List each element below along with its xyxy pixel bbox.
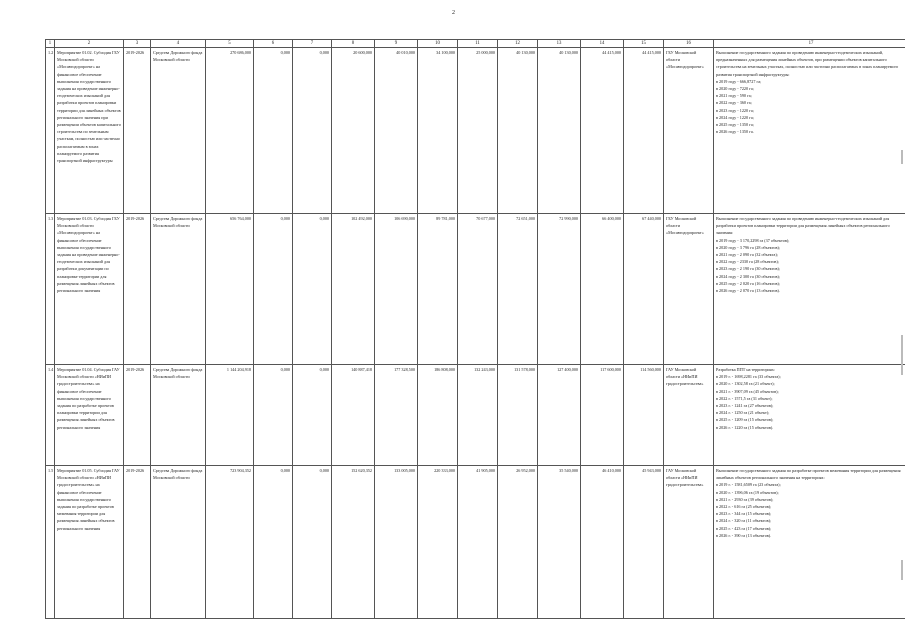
- result-item: в 2024 году - 1220 га;: [716, 114, 754, 120]
- header-cell: 2: [55, 40, 124, 48]
- amount-cell: 44 415,000: [624, 48, 664, 214]
- amount-cell: 114 560,000: [624, 365, 664, 466]
- event-description: Мероприятие 01.04. Субсидия ГАУ Московской области «НИиПИ градостроительства» на финансовое обеспечение выполнения государственного задания по разработке проектов планировки территории для размещения линейных объектов регионального значения: [55, 365, 124, 466]
- table-row: [46, 365, 905, 466]
- result-item: в 2021 году - 2 090 га (32 объекта);: [716, 252, 778, 258]
- amount-cell: 133 005,000: [375, 466, 418, 619]
- result-item: в 2025 г. - 1209 га (15 объектов);: [716, 417, 774, 423]
- row-number: 1.2: [46, 48, 55, 214]
- result-item: в 2025 году - 2 020 га (16 объектов);: [716, 280, 780, 286]
- result-item: в 2023 г. - 344 га (15 объектов);: [716, 511, 772, 517]
- amount-cell: 44 415,000: [581, 48, 624, 214]
- header-cell: 6: [254, 40, 293, 48]
- header-cell: 14: [581, 40, 624, 48]
- amount-cell: 89 781,000: [418, 214, 458, 365]
- table-row: [46, 214, 905, 365]
- amount-cell: 0,000: [254, 214, 293, 365]
- header-cell: 13: [538, 40, 581, 48]
- result-item: в 2020 г. - 1302,58 га (21 объект);: [716, 381, 775, 387]
- result-item: в 2023 году - 1220 га;: [716, 107, 754, 113]
- amount-cell: 0,000: [293, 466, 332, 619]
- amount-cell: 40 130,000: [538, 48, 581, 214]
- amount-cell: 127 400,000: [538, 365, 581, 466]
- amount-cell: 67 440,000: [624, 214, 664, 365]
- amount-cell: 186 808,000: [418, 365, 458, 466]
- amount-cell: 117 600,000: [581, 365, 624, 466]
- total-amount: 723 904,352: [206, 466, 254, 619]
- amount-cell: 35 540,000: [538, 466, 581, 619]
- row-number: 1.4: [46, 365, 55, 466]
- result-item: в 2021 г. - 3907,09 га (45 объектов);: [716, 388, 779, 394]
- amount-cell: 131 578,000: [498, 365, 538, 466]
- result-item: в 2026 г. - 1220 га (15 объектов).: [716, 424, 774, 430]
- years: 2019-2026: [124, 466, 151, 619]
- header-cell: 1: [46, 40, 55, 48]
- result-item: в 2019 г. - 1698,2281 га (33 объекта);: [716, 374, 781, 380]
- page-number: 2: [452, 10, 455, 16]
- amount-cell: 0,000: [254, 48, 293, 214]
- amount-cell: 34 100,000: [418, 48, 458, 214]
- row-number: 1.5: [46, 466, 55, 619]
- funding-source: Средства Дорожного фонда Московской области: [151, 48, 206, 214]
- years: 2019-2026: [124, 214, 151, 365]
- total-amount: 270 686,000: [206, 48, 254, 214]
- header-cell: 8: [332, 40, 375, 48]
- result-item: в 2024 г. - 320 га (11 объектов);: [716, 518, 772, 524]
- header-cell: 10: [418, 40, 458, 48]
- result-intro: Выполнение государственного задания по проведению инженерно-геодезических изысканий для разработки проектов планировки территории для размещения линейных объектов регионального значения:: [716, 216, 890, 236]
- header-row: [46, 40, 905, 48]
- executor: ГАУ Московской области «НИиПИ градостроительства»: [664, 365, 714, 466]
- header-cell: 5: [206, 40, 254, 48]
- amount-cell: 20 600,000: [332, 48, 375, 214]
- executor: ГБУ Московской области «Мосавтодорпроект»: [664, 48, 714, 214]
- result-item: в 2020 году - 3 796 га (28 объектов);: [716, 244, 780, 250]
- amount-cell: 72 651,000: [498, 214, 538, 365]
- result-intro: Выполнение государственного задания по проведению инженерно-геодезических изысканий, предназначенных для размещения линейных объектов, при размещении объектов капитального строительства на земельных участках, полностью или частично располагаемых в зонах планируемого развития транспортной инфраструктуры:: [716, 50, 899, 77]
- event-description: Мероприятие 01.05. Субсидия ГАУ Московской области «НИиПИ градостроительства» на финансовое обеспечение выполнения государственного задания по разработке проектов межевания территории для размещения линейных объектов регионального значения: [55, 466, 124, 619]
- header-cell: 3: [124, 40, 151, 48]
- header-cell: 15: [624, 40, 664, 48]
- result-item: в 2022 году - 360 га;: [716, 100, 752, 106]
- amount-cell: 132 243,000: [458, 365, 498, 466]
- amount-cell: 106 690,000: [375, 214, 418, 365]
- result-item: в 2023 г. - 1241 га (27 объектов);: [716, 403, 774, 409]
- amount-cell: 220 333,000: [418, 466, 458, 619]
- amount-cell: 46 410,000: [581, 466, 624, 619]
- executor: ГАУ Московской области «НИиПИ градостроительства»: [664, 466, 714, 619]
- years: 2019-2026: [124, 365, 151, 466]
- result-item: в 2020 году - 7220 га;: [716, 86, 754, 92]
- amount-cell: 70 677,000: [458, 214, 498, 365]
- table-row: [46, 466, 905, 619]
- amount-cell: 102 492,000: [332, 214, 375, 365]
- event-description: Мероприятие 01.02. Субсидия ГБУ Московской области «Мосавтодорпроект» на финансовое обеспечение выполнения государственного задания на проведение инженерно-геодезических изысканий для разработки проектов планировки территории для линейных объектов регионального значения при размещении объектов капитального строительства по земельным участкам, полностью или частично располагаемым в зонах планируемого развития транспортной инфраструктуры: [55, 48, 124, 214]
- event-description: Мероприятие 01.03. Субсидия ГБУ Московской области «Мосавтодорпроект» на финансовое обеспечение выполнения государственного задания на проведение инженерно-геодезических изысканий для разработки документации по планировке территории для размещения линейных объектов регионального значения: [55, 214, 124, 365]
- header-cell: 17: [714, 40, 905, 48]
- amount-cell: 0,000: [254, 365, 293, 466]
- result-cell: [714, 214, 905, 365]
- amount-cell: 177 328,500: [375, 365, 418, 466]
- amount-cell: 66 400,000: [581, 214, 624, 365]
- result-cell: [714, 48, 905, 214]
- amount-cell: 0,000: [293, 365, 332, 466]
- result-item: в 2021 г. - 2930 га (39 объектов);: [716, 496, 774, 502]
- amount-cell: 72 990,000: [538, 214, 581, 365]
- total-amount: 1 144 204,918: [206, 365, 254, 466]
- header-cell: 4: [151, 40, 206, 48]
- funding-source: Средства Дорожного фонда Московской области: [151, 365, 206, 466]
- header-cell: 9: [375, 40, 418, 48]
- amount-cell: 45 943,000: [624, 466, 664, 619]
- result-item: в 2023 году - 2 190 га (30 объектов);: [716, 266, 780, 272]
- result-intro: Выполнение государственного задания по разработке проектов межевания территории для размещения линейных объектов регионального значения на территориях:: [716, 468, 901, 481]
- result-item: в 2025 г. - 423 га (17 объектов);: [716, 525, 772, 531]
- years: 2019-2026: [124, 48, 151, 214]
- result-item: в 2019 году - 3 170,2298 га (37 объектов);: [716, 237, 790, 243]
- program-table: [45, 39, 905, 619]
- amount-cell: 140 887,418: [332, 365, 375, 466]
- row-number: 1.3: [46, 214, 55, 365]
- result-item: в 2024 г. - 1250 га (21 объект);: [716, 410, 770, 416]
- result-cell: [714, 466, 905, 619]
- result-item: в 2022 г. - 1571,5 га (31 объект);: [716, 395, 773, 401]
- result-intro: Разработка ППТ на территориях:: [716, 367, 775, 372]
- scan-edge-mark: [901, 150, 903, 164]
- result-item: в 2022 году - 2330 га (28 объектов);: [716, 259, 779, 265]
- header-cell: 11: [458, 40, 498, 48]
- total-amount: 656 764,000: [206, 214, 254, 365]
- funding-source: Средства Дорожного фонда Московской области: [151, 214, 206, 365]
- header-cell: 7: [293, 40, 332, 48]
- scan-edge-mark: [901, 560, 903, 580]
- amount-cell: 0,000: [293, 48, 332, 214]
- executor: ГБУ Московской области «Мосавтодорпроект»: [664, 214, 714, 365]
- amount-cell: 41 905,000: [458, 466, 498, 619]
- amount-cell: 40 010,000: [375, 48, 418, 214]
- result-item: в 2020 г. - 1396,06 га (19 объектов);: [716, 489, 779, 495]
- amount-cell: 40 130,000: [498, 48, 538, 214]
- result-item: в 2019 г. - 1581,6509 га (23 объекта);: [716, 482, 781, 488]
- result-item: в 2026 году - 2 070 га (13 объектов).: [716, 288, 780, 294]
- result-item: в 2021 году - 590 га;: [716, 93, 752, 99]
- result-item: в 2019 году - 666,8727 га;: [716, 78, 762, 84]
- header-cell: 12: [498, 40, 538, 48]
- amount-cell: 26 952,000: [498, 466, 538, 619]
- result-cell: [714, 365, 905, 466]
- result-item: в 2024 году - 2 300 га (30 объектов);: [716, 273, 780, 279]
- scan-edge-mark: [901, 335, 903, 375]
- result-item: в 2026 г. - 390 га (13 объектов).: [716, 532, 772, 538]
- amount-cell: 152 620,352: [332, 466, 375, 619]
- amount-cell: 0,000: [254, 466, 293, 619]
- result-item: в 2025 году - 1350 га;: [716, 122, 754, 128]
- result-item: в 2022 г. - 616 га (25 объектов);: [716, 504, 772, 510]
- amount-cell: 25 000,000: [458, 48, 498, 214]
- result-item: в 2026 году - 1350 га.: [716, 129, 754, 135]
- funding-source: Средства Дорожного фонда Московской области: [151, 466, 206, 619]
- header-cell: 16: [664, 40, 714, 48]
- table-row: [46, 48, 905, 214]
- amount-cell: 0,000: [293, 214, 332, 365]
